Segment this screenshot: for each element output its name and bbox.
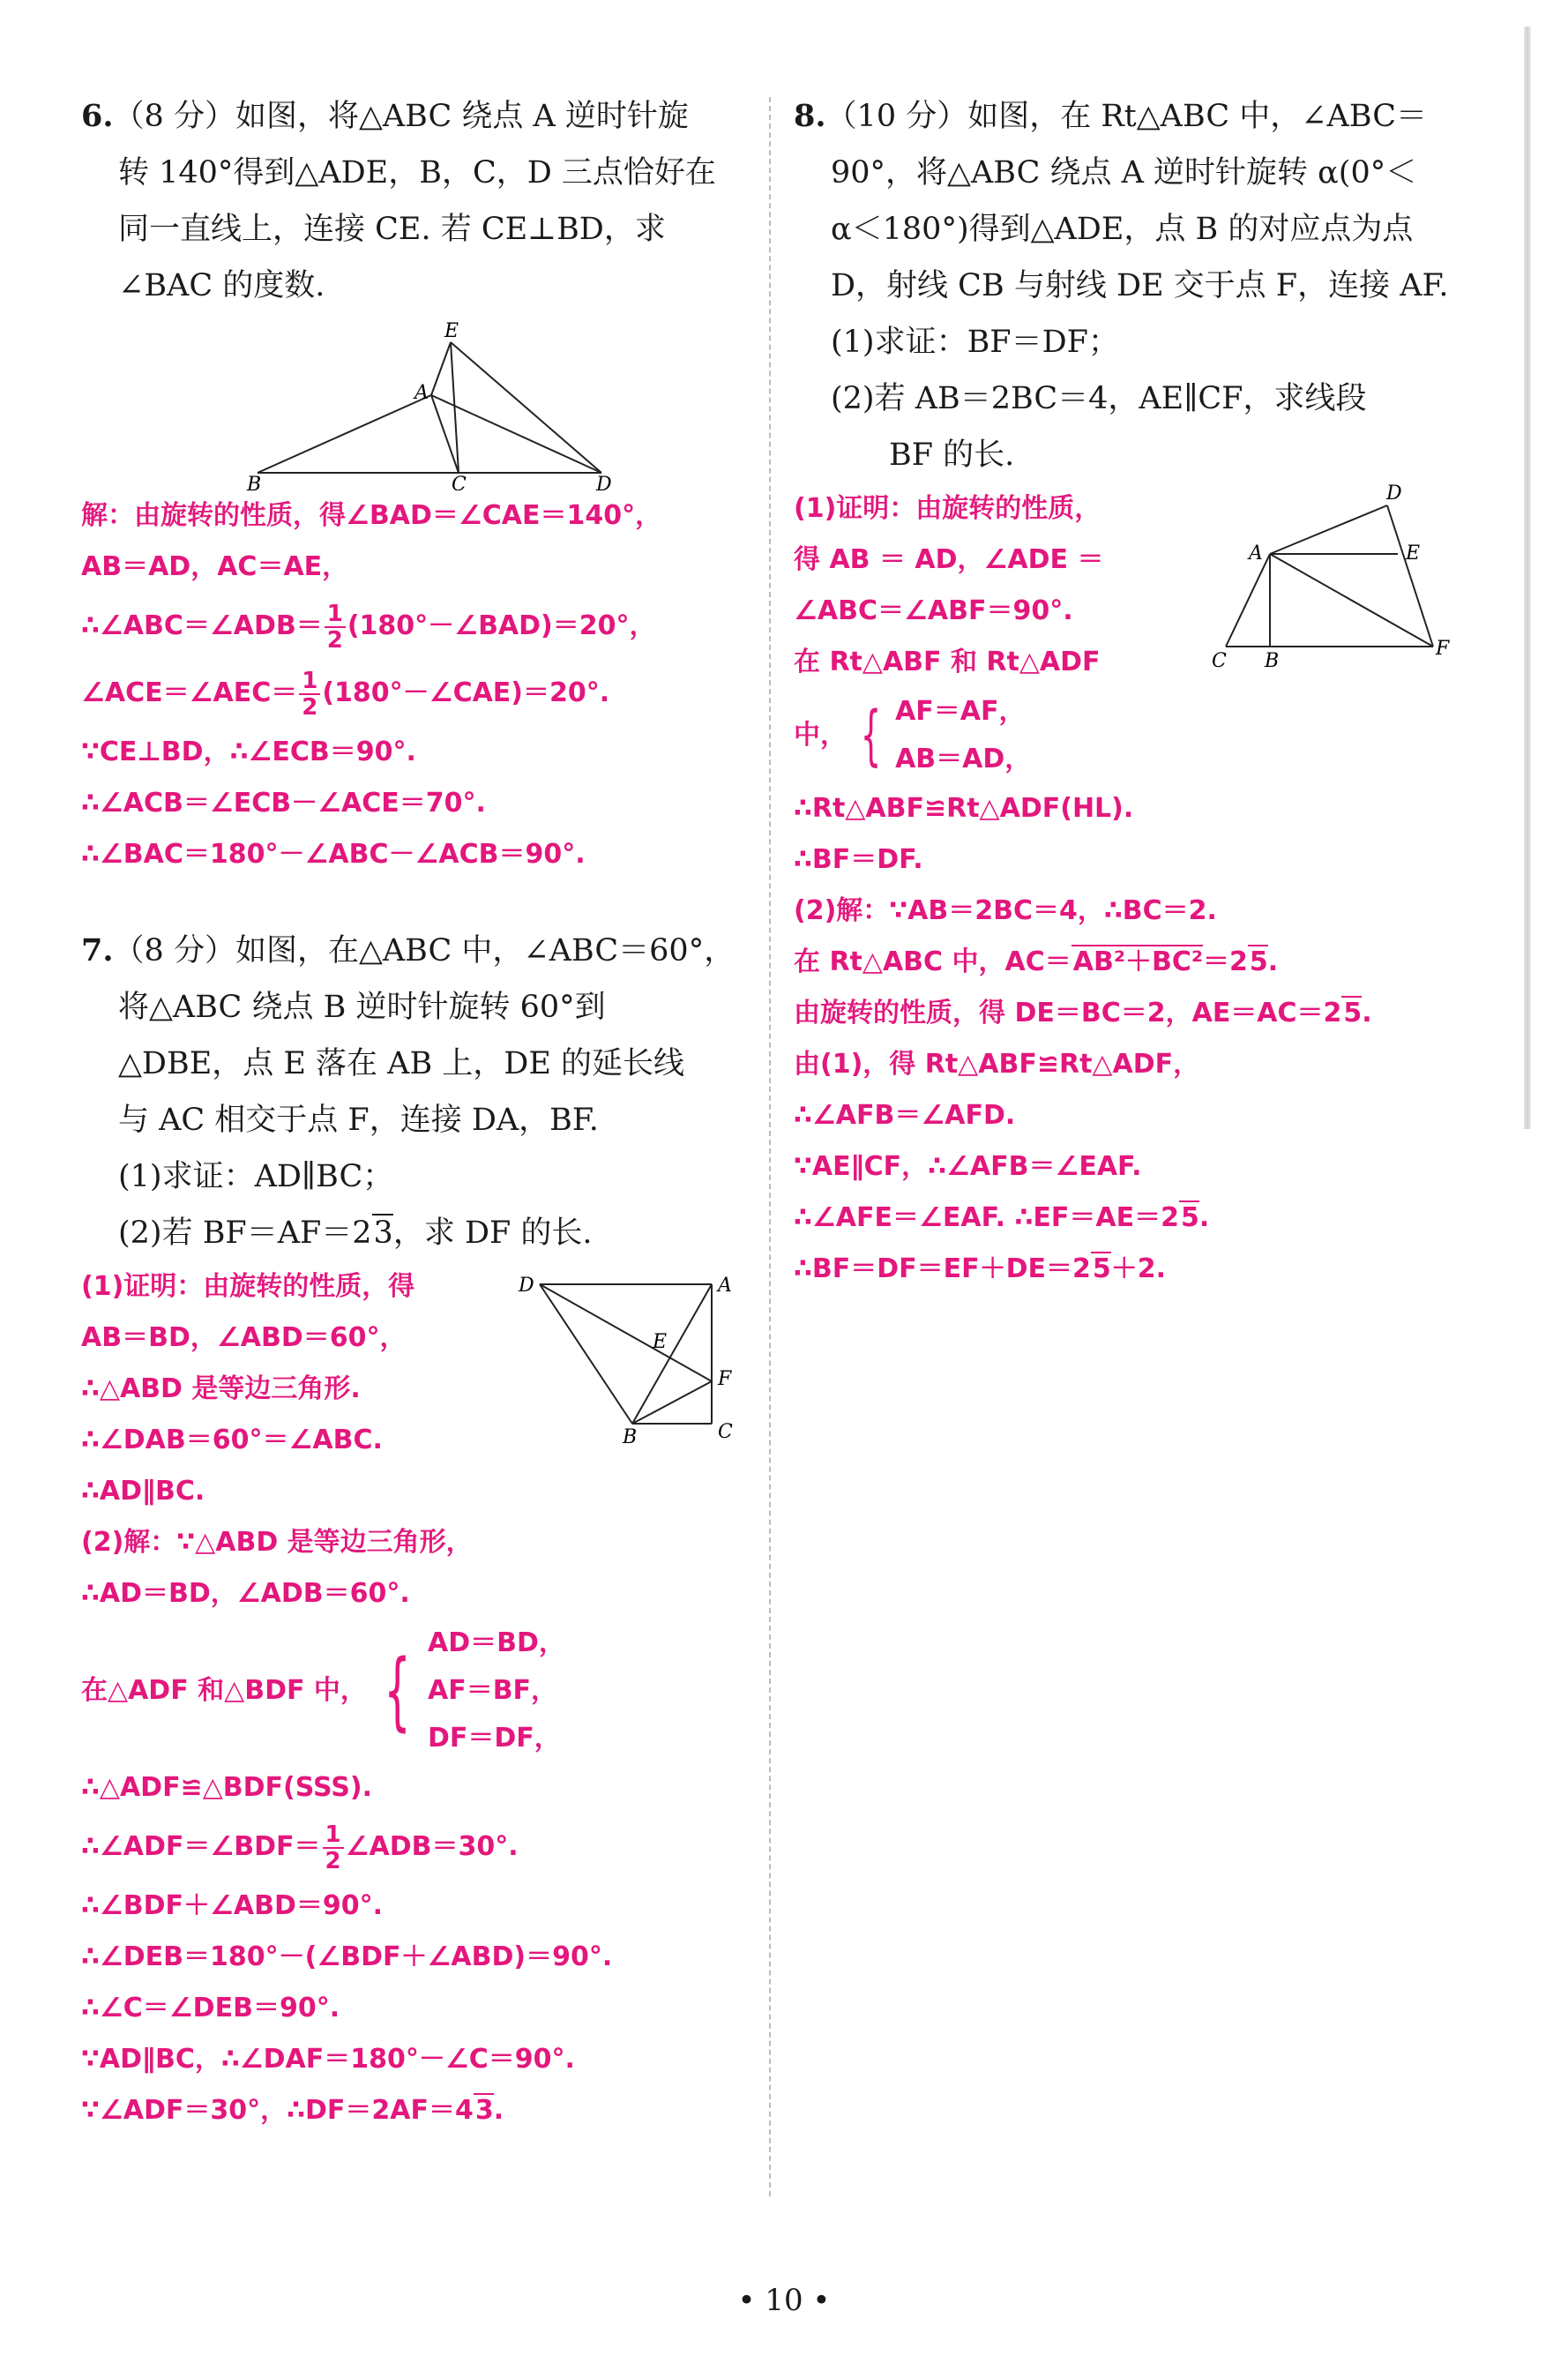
- answer-7-brace-line: DF＝DF，: [427, 1723, 561, 1754]
- question-6-line-2: 转 140°得到△ADE，B，C，D 三点恰好在: [118, 155, 716, 191]
- fig7-seg-DF: [540, 1284, 712, 1381]
- answer-8-line: (2)解：∵AB＝2BC＝4，∴BC＝2.: [794, 895, 1217, 926]
- answer-7-brace-line: AF＝BF，: [427, 1675, 558, 1706]
- fig8-seg-AD: [1270, 505, 1387, 554]
- fig6-label-C: C: [452, 474, 467, 490]
- answer-8-line: ∠ABC＝∠ABF＝90°.: [794, 595, 1073, 626]
- sqrt: AB²＋BC²: [1072, 946, 1203, 977]
- answer-7-line: AB＝BD，∠ABD＝60°，: [81, 1322, 407, 1353]
- sqrt: 5: [1092, 1253, 1111, 1284]
- question-6-line-4: ∠BAC 的度数.: [118, 268, 325, 303]
- q8-solution-block: [794, 483, 1464, 1295]
- question-8-line-3: α＜180°)得到△ADE，点 B 的对应点为点: [831, 212, 1414, 247]
- question-7-line-3: △DBE，点 E 落在 AB 上，DE 的延长线: [118, 1046, 685, 1081]
- fig7-label-F: F: [718, 1368, 732, 1390]
- fig6-label-D: D: [596, 474, 612, 490]
- fraction: $\frac{1}{2}$: [325, 602, 346, 653]
- question-8-number: 8.: [794, 98, 826, 134]
- answer-8-line: ∴∠AFB＝∠AFD.: [794, 1100, 1016, 1131]
- brace-symbol: {: [384, 1642, 411, 1740]
- fig8-label-F: F: [1436, 638, 1450, 660]
- answer-6-line: AB＝AD，AC＝AE，: [81, 551, 349, 582]
- fig7-label-B: B: [623, 1426, 638, 1448]
- answer-8-brace-line: AF＝AF，: [895, 696, 1026, 727]
- question-7-sub-2: (2)若 BF＝AF＝23，求 DF 的长.: [118, 1215, 593, 1251]
- sqrt: 3: [373, 1215, 393, 1251]
- question-7-line-4: 与 AC 相交于点 F，连接 DA，BF.: [118, 1103, 599, 1138]
- answer-7-line: ∴△ABD 是等边三角形.: [81, 1373, 361, 1404]
- page-number: • 10 •: [737, 2283, 831, 2318]
- answer-7-line: ∴∠DAB＝60°＝∠ABC.: [81, 1425, 383, 1455]
- page-edge-shadow: [1524, 26, 1531, 1129]
- sqrt: 5: [1343, 998, 1363, 1028]
- question-8-sub-2-cont: BF 的长.: [889, 438, 1015, 473]
- answer-6-line: ∴∠ACB＝∠ECB－∠ACE＝70°.: [81, 788, 486, 819]
- sqrt: 5: [1180, 1202, 1199, 1233]
- answer-7-brace-group: 在△ADF 和△BDF 中， { AD＝BD， AF＝BF， DF＝DF，: [81, 1619, 743, 1762]
- fig7-seg-DB: [540, 1284, 632, 1424]
- answer-7-line: ∴∠DEB＝180°－(∠BDF＋∠ABD)＝90°.: [81, 1941, 613, 1972]
- answer-8-line: 在 Rt△ABC 中，AC＝AB²＋BC²＝25.: [794, 946, 1279, 977]
- fig8-label-D: D: [1386, 483, 1402, 505]
- left-column: [81, 88, 743, 2136]
- answer-7-line: ∴△ADF≌△BDF(SSS).: [81, 1772, 372, 1803]
- fig8-label-B: B: [1265, 650, 1280, 672]
- fig8-label-C: C: [1212, 650, 1227, 672]
- fig6-label-E: E: [444, 320, 459, 342]
- answer-6-line: ∵CE⊥BD，∴∠ECB＝90°.: [81, 737, 416, 767]
- question-8-line-1: 8.（10 分）如图，在 Rt△ABC 中，∠ABC＝: [794, 98, 1427, 134]
- answer-7-line: ∵AD∥BC，∴∠DAF＝180°－∠C＝90°.: [81, 2044, 575, 2075]
- question-6: [81, 88, 743, 314]
- answer-8-line: 由旋转的性质，得 DE＝BC＝2，AE＝AC＝25.: [794, 998, 1372, 1028]
- fig6-seg-AE: [431, 342, 451, 395]
- answer-8-brace-group: 中， { AF＝AF， AB＝AD，: [794, 688, 1464, 783]
- answer-7-line: ∵∠ADF＝30°，∴DF＝2AF＝43.: [81, 2095, 504, 2126]
- answer-7-line: (1)证明：由旋转的性质，得: [81, 1271, 415, 1302]
- sqrt: 3: [474, 2095, 494, 2126]
- question-7-sub-1: (1)求证：AD∥BC；: [118, 1159, 394, 1194]
- answer-8-line: ∴∠AFE＝∠EAF. ∴EF＝AE＝25.: [794, 1202, 1210, 1233]
- question-8-sub-2: (2)若 AB＝2BC＝4，AE∥CF，求线段: [831, 381, 1367, 416]
- fraction: $\frac{1}{2}$: [299, 669, 320, 720]
- right-column: [794, 88, 1464, 1295]
- answer-8-line: ∵AE∥CF，∴∠AFB＝∠EAF.: [794, 1151, 1142, 1182]
- fig6-label-A: A: [414, 382, 429, 404]
- fig6-label-B: B: [247, 474, 262, 490]
- fig8-seg-AC: [1226, 554, 1270, 647]
- answer-7-line: ∴∠BDF＋∠ABD＝90°.: [81, 1890, 384, 1921]
- question-7-line-1: 7.（8 分）如图，在△ABC 中，∠ABC＝60°，: [81, 932, 735, 969]
- fig8-seg-AF: [1270, 554, 1433, 647]
- figure-q7: [513, 1267, 743, 1461]
- answer-6-line: ∴∠BAC＝180°－∠ABC－∠ACB＝90°.: [81, 839, 586, 870]
- answer-7-brace-line: AD＝BD，: [427, 1627, 565, 1658]
- fraction: $\frac{1}{2}$: [323, 1822, 344, 1874]
- answer-6: [81, 490, 743, 880]
- answer-7-line: ∴AD＝BD，∠ADB＝60°.: [81, 1578, 410, 1609]
- answer-8-brace-line: AB＝AD，: [895, 744, 1032, 774]
- sqrt: 5: [1249, 946, 1268, 977]
- answer-7-line: (2)解：∵△ABD 是等边三角形，: [81, 1527, 473, 1558]
- question-7-number: 7.: [81, 932, 114, 969]
- answer-7-line: ∴∠C＝∠DEB＝90°.: [81, 1993, 340, 2023]
- question-6-number: 6.: [81, 98, 114, 134]
- fig7-label-C: C: [718, 1421, 733, 1443]
- question-8-line-2: 90°，将△ABC 绕点 A 逆时针旋转 α(0°＜: [831, 155, 1417, 191]
- question-8: [794, 88, 1464, 483]
- question-6-line-3: 同一直线上，连接 CE. 若 CE⊥BD，求: [118, 212, 666, 247]
- figure-q8: [1199, 483, 1455, 695]
- question-7: [81, 923, 743, 1261]
- fig7-label-E: E: [653, 1331, 668, 1353]
- answer-6-line: ∠ACE＝∠AEC＝ $\frac{1}{2}$ (180°－∠CAE)＝20°.: [81, 667, 610, 721]
- brace-symbol: {: [860, 698, 882, 774]
- answer-8-line: ∴Rt△ABF≌Rt△ADF(HL).: [794, 793, 1134, 824]
- question-8-sub-1: (1)求证：BF＝DF；: [831, 325, 1119, 360]
- fig6-seg-ED: [451, 342, 601, 473]
- fig8-label-E: E: [1406, 542, 1421, 565]
- answer-8-line: ∴BF＝DF＝EF＋DE＝25＋2.: [794, 1253, 1167, 1284]
- answer-8-line: 在 Rt△ABF 和 Rt△ADF: [794, 647, 1101, 677]
- column-divider: [769, 97, 771, 2196]
- fig8-label-A: A: [1249, 542, 1263, 565]
- answer-8-line: 由(1)，得 Rt△ABF≌Rt△ADF，: [794, 1049, 1200, 1080]
- fig7-label-A: A: [718, 1275, 732, 1297]
- question-8-line-4: D，射线 CB 与射线 DE 交于点 F，连接 AF.: [831, 268, 1449, 303]
- question-6-line-1: 6.（8 分）如图，将△ABC 绕点 A 逆时针旋: [81, 98, 689, 134]
- fig7-label-D: D: [519, 1275, 534, 1297]
- q7-solution-block: [81, 1261, 743, 2136]
- answer-6-line: 解：由旋转的性质，得∠BAD＝∠CAE＝140°，: [81, 500, 662, 531]
- answer-7-line: ∴AD∥BC.: [81, 1476, 205, 1507]
- answer-6-line: ∴∠ABC＝∠ADB＝ $\frac{1}{2}$ (180°－∠BAD)＝20°，: [81, 600, 656, 654]
- figure-q6: [81, 314, 743, 490]
- answer-7-line: ∴∠ADF＝∠BDF＝ $\frac{1}{2}$ ∠ADB＝30°.: [81, 1821, 519, 1874]
- answer-8-line: ∴BF＝DF.: [794, 844, 923, 875]
- answer-8-line: (1)证明：由旋转的性质，: [794, 493, 1101, 524]
- question-7-line-2: 将△ABC 绕点 B 逆时针旋转 60°到: [118, 990, 606, 1025]
- answer-8-line: 得 AB ＝ AD，∠ADE ＝: [794, 544, 1104, 575]
- fig6-seg-AB: [258, 395, 431, 473]
